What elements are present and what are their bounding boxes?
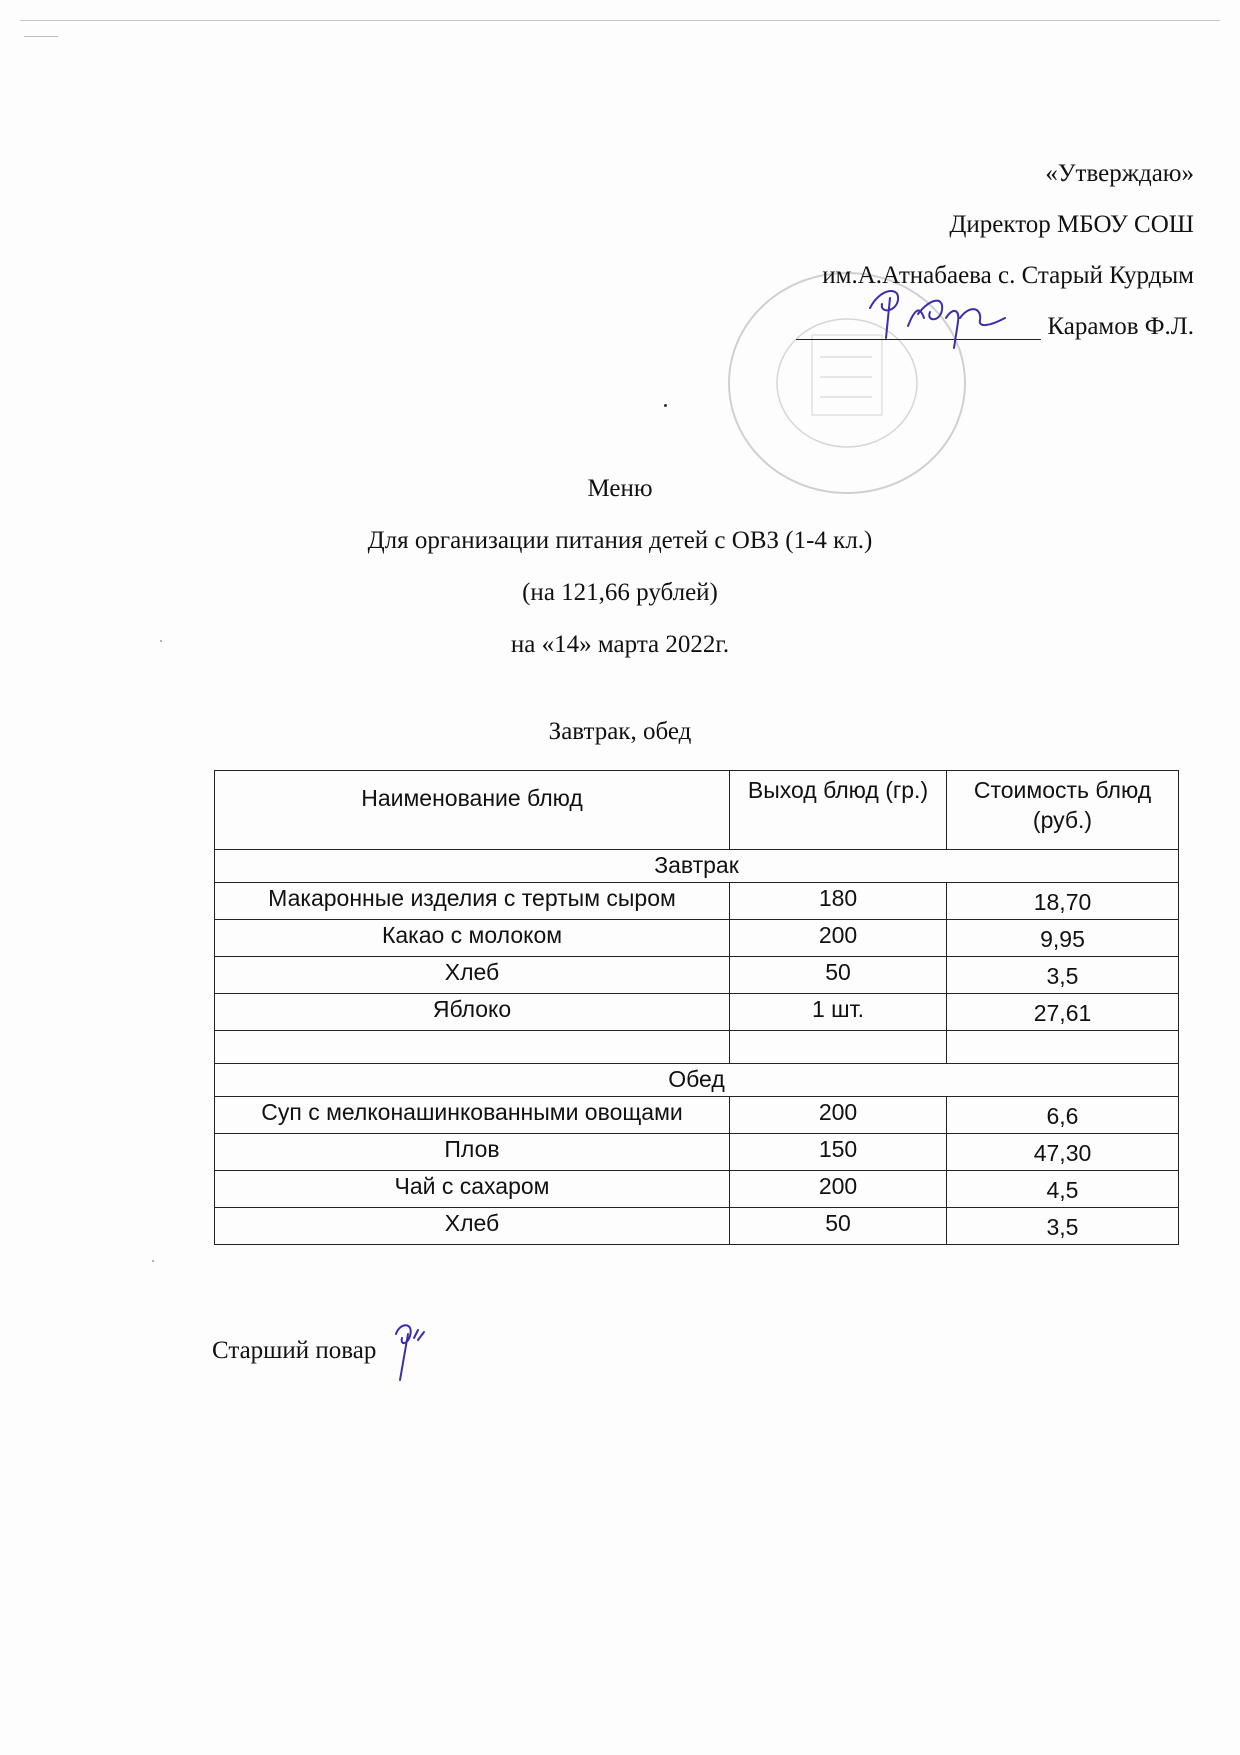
menu-header: [0, 463, 1240, 671]
approval-director-name: Карамов Ф.Л.: [1047, 313, 1194, 340]
approval-position: Директор МБОУ СОШ: [949, 211, 1194, 238]
empty-cell: [730, 1031, 947, 1064]
table-row: [215, 994, 1179, 1031]
table-row: [215, 1097, 1179, 1134]
menu-subtitle: Для организации питания детей с ОВЗ (1-4 кл.): [367, 527, 873, 554]
table-row: [215, 957, 1179, 994]
table-row: [215, 1208, 1179, 1245]
dish-weight: 200: [730, 1097, 947, 1134]
scan-speck: [152, 1260, 154, 1262]
approval-school: им.А.Атнабаева с. Старый Курдым: [822, 262, 1194, 289]
dish-weight: 1 шт.: [730, 994, 947, 1031]
dish-weight: 50: [730, 957, 947, 994]
dish-name: Яблоко: [215, 994, 730, 1031]
approval-approve: «Утверждаю»: [1045, 160, 1194, 187]
dish-price: 6,6: [947, 1097, 1179, 1134]
column-header-weight: Выход блюд (гр.): [730, 771, 947, 850]
column-header-price: Стоимость блюд (руб.): [947, 771, 1179, 850]
dish-name: Хлеб: [215, 1208, 730, 1245]
section-label-lunch: Обед: [215, 1064, 1179, 1097]
table-row: [215, 920, 1179, 957]
director-signature-icon: [860, 278, 1010, 358]
dish-price: 9,95: [947, 920, 1179, 957]
dish-name: Чай с сахаром: [215, 1171, 730, 1208]
cook-signature-block: [212, 1316, 438, 1386]
dish-name: Плов: [215, 1134, 730, 1171]
cook-signature-icon: [388, 1316, 438, 1386]
dish-price: 3,5: [947, 957, 1179, 994]
dish-weight: 180: [730, 883, 947, 920]
section-label-breakfast: Завтрак: [215, 850, 1179, 883]
dish-name: Какао с молоком: [215, 920, 730, 957]
table-header-row: [215, 771, 1179, 850]
table-row: [215, 883, 1179, 920]
meal-section-title: Завтрак, обед: [548, 718, 692, 745]
table-row: [215, 1171, 1179, 1208]
menu-price-note: (на 121,66 рублей): [522, 579, 718, 606]
dish-price: 27,61: [947, 994, 1179, 1031]
dish-weight: 200: [730, 1171, 947, 1208]
empty-cell: [947, 1031, 1179, 1064]
dish-name: Суп с мелконашинкованными овощами: [215, 1097, 730, 1134]
dish-weight: 50: [730, 1208, 947, 1245]
menu-title: Меню: [587, 475, 653, 502]
table-row-empty: [215, 1031, 1179, 1064]
table-row: [215, 1134, 1179, 1171]
dish-price: 18,70: [947, 883, 1179, 920]
cook-label: Старший повар: [212, 1337, 377, 1364]
scan-top-edge: [20, 20, 1220, 21]
dish-weight: 150: [730, 1134, 947, 1171]
section-row-lunch: [215, 1064, 1179, 1097]
dish-name: Макаронные изделия с тертым сыром: [215, 883, 730, 920]
dish-price: 3,5: [947, 1208, 1179, 1245]
scan-dot: [664, 404, 667, 407]
column-header-name: Наименование блюд: [215, 771, 730, 850]
dish-price: 47,30: [947, 1134, 1179, 1171]
dish-name: Хлеб: [215, 957, 730, 994]
scan-speck: [160, 640, 162, 642]
empty-cell: [215, 1031, 730, 1064]
menu-table: [214, 770, 1179, 1245]
section-row-breakfast: [215, 850, 1179, 883]
scan-corner-mark: [24, 36, 58, 37]
dish-price: 4,5: [947, 1171, 1179, 1208]
dish-weight: 200: [730, 920, 947, 957]
menu-date: на «14» марта 2022г.: [510, 631, 730, 658]
